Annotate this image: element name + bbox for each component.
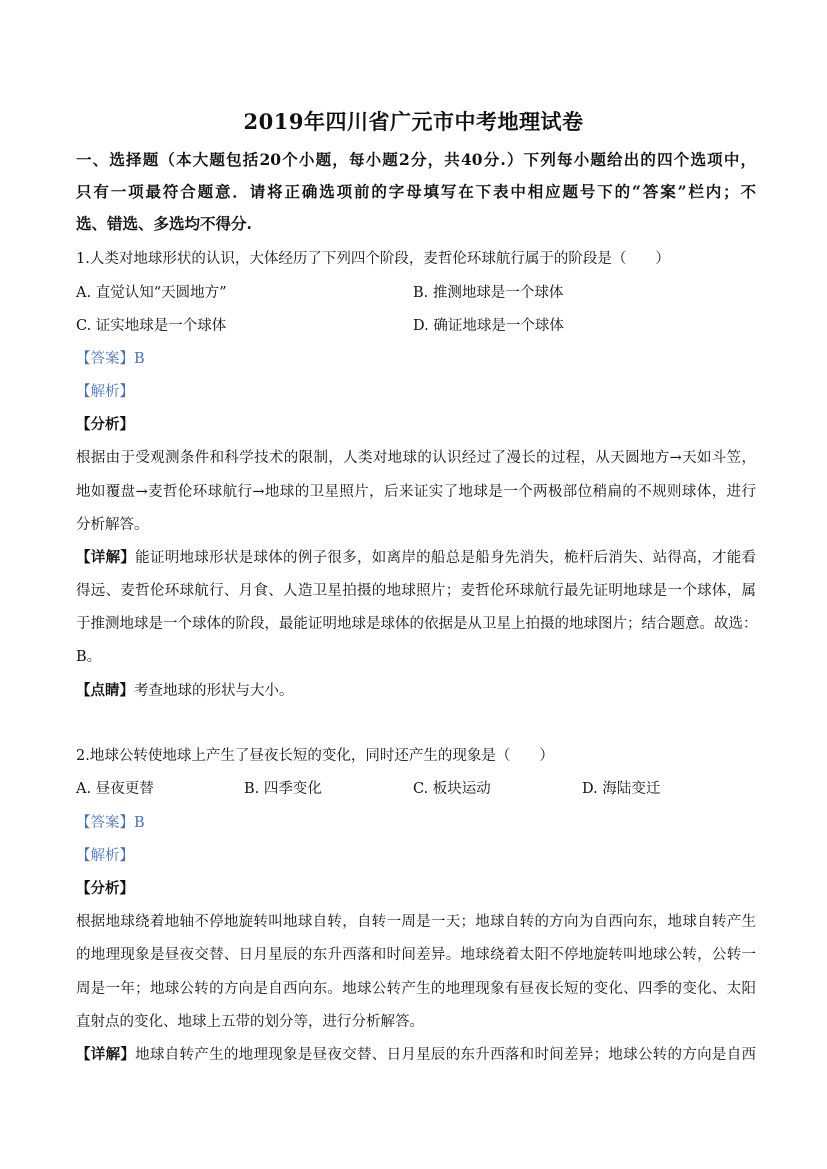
q2-detail-label: 【详解】: [76, 1046, 136, 1063]
q2-fenxi-line-2: 的地理现象是昼夜交替、日月星辰的东升西落和时间差异。地球绕着太阳不停地旋转叫地球公转，公转一: [76, 947, 756, 963]
q1-detail-line-4: B。: [76, 649, 102, 665]
q2-detail-line-1: [76, 1045, 756, 1065]
q2-answer: 【答案】B: [76, 815, 145, 831]
q1-option-c: C. 证实地球是一个球体: [76, 318, 227, 334]
q1-fenxi-line-3: 分析解答。: [76, 517, 149, 533]
q1-detail-label: 【详解】: [76, 549, 136, 566]
q1-fenxi-label: 【分析】: [76, 416, 134, 433]
q1-detail-text-1: 能证明地球形状是球体的例子很多，如离岸的船总是船身先消失，桅杆后消失、站得高，才能看: [135, 550, 756, 566]
page-title: 2019年四川省广元市中考地理试卷: [243, 109, 584, 134]
q1-question: 1.人类对地球形状的认识，大体经历了下列四个阶段，麦哲伦环球航行属于的阶段是（ ）: [76, 251, 670, 267]
q2-option-a: A. 昼夜更替: [76, 781, 154, 797]
q2-detail-text-1: 地球自转产生的地理现象是昼夜交替、日月星辰的东升西落和时间差异；地球公转的方向是自西: [135, 1047, 756, 1063]
q1-detail-line-3: 于推测地球是一个球体的阶段，最能证明地球是球体的依据是从卫星上拍摄的地球图片；结合题意。故选：: [76, 616, 758, 632]
q1-detail-line-2: 得远、麦哲伦环球航行、月食、人造卫星拍摄的地球照片；麦哲伦环球航行最先证明地球是一个球体，属: [76, 583, 756, 599]
section-heading-line-3: 选、错选、多选均不得分.: [76, 214, 252, 233]
q2-question: 2.地球公转使地球上产生了昼夜长短的变化，同时还产生的现象是（ ）: [76, 748, 554, 764]
q2-option-c: C. 板块运动: [413, 781, 491, 797]
q1-dianjing: [76, 681, 756, 701]
q2-analysis-label: 【解析】: [76, 848, 134, 864]
q1-option-a: A. 直觉认知“天圆地方”: [76, 285, 227, 301]
q2-option-d: D. 海陆变迁: [582, 781, 661, 797]
q1-dianjing-label: 【点睛】: [76, 682, 134, 699]
q2-fenxi-line-4: 直射点的变化、地球上五带的划分等，进行分析解答。: [76, 1014, 424, 1030]
q2-option-b: B. 四季变化: [244, 781, 322, 797]
q1-option-b: B. 推测地球是一个球体: [413, 285, 564, 301]
q1-option-d: D. 确证地球是一个球体: [413, 318, 564, 334]
q1-analysis-label: 【解析】: [76, 384, 134, 400]
q2-fenxi-line-1: 根据地球绕着地轴不停地旋转叫地球自转，自转一周是一天；地球自转的方向为自西向东，地球自转产生: [76, 914, 756, 930]
q1-detail-line-1: [76, 548, 756, 568]
q2-fenxi-line-3: 周是一年；地球公转的方向是自西向东。地球公转产生的地理现象有昼夜长短的变化、四季的变化、太阳: [76, 981, 756, 997]
q1-fenxi-line-1: 根据由于受观测条件和科学技术的限制，人类对地球的认识经过了漫长的过程，从天圆地方→天如斗笠，: [76, 450, 756, 466]
section-heading-line-2: 只有一项最符合题意．请将正确选项前的字母填写在下表中相应题号下的“答案”栏内；不: [76, 182, 756, 201]
q1-answer: 【答案】B: [76, 351, 145, 367]
q1-dianjing-text: 考查地球的形状与大小。: [134, 683, 294, 699]
section-heading-line-1: 一、选择题（本大题包括20个小题，每小题2分，共40分.）下列每小题给出的四个选项中，: [76, 150, 756, 169]
q1-fenxi-line-2: 地如覆盘→麦哲伦环球航行→地球的卫星照片，后来证实了地球是一个两极部位稍扁的不规则球体，进行: [76, 484, 756, 500]
q2-fenxi-label: 【分析】: [76, 880, 134, 897]
